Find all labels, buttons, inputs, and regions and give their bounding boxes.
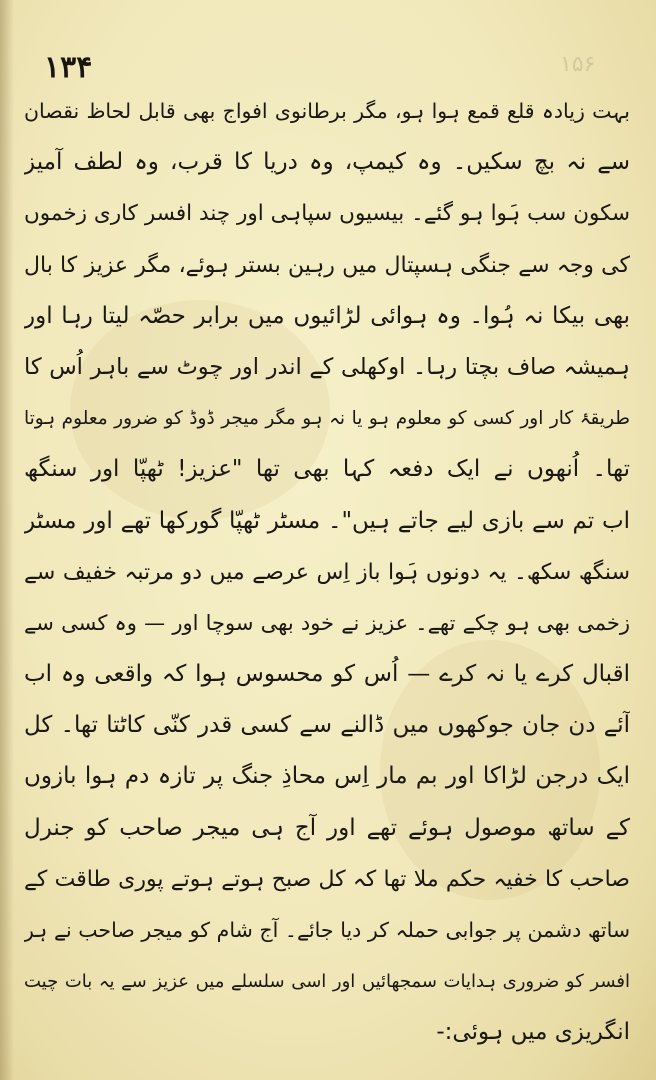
text-line: انگریزی میں ہوئی:- [436, 1019, 630, 1046]
text-line: کے ساتھ موصول ہوئے تھے اور آج ہی میجر صاحب کو جنرل [24, 814, 630, 841]
text-line: بہت زیادہ قلع قمع ہوا ہو، مگر برطانوی افواج بھی قابل لحاظ نقصان [24, 99, 630, 123]
page-edge-shadow [0, 0, 14, 1080]
text-line: تھا۔ اُنھوں نے ایک دفعہ کہا بھی تھا "عزیز! ٹھپّا اور سنگھ [24, 456, 630, 483]
text-line: آئے دن جان جوکھوں میں ڈالنے سے کسی قدر کنّی کاٹتا تھا۔ کل [24, 712, 630, 739]
text-line: سکون سب ہَوا ہو گئے۔ بیسیوں سپاہی اور چند افسر کاری زخموں [24, 201, 630, 227]
text-line: سنگھ سکھ۔ یہ دونوں ہَوا باز اِس عرصے میں دو مرتبہ خفیف سے [24, 559, 630, 585]
text-line: ہمیشہ صاف بچتا رہا۔ اوکھلی کے اندر اور چوٹ سے باہر اُس کا [24, 353, 630, 380]
text-line: ایک درجن لڑاکا اور بم مار اِس محاذِ جنگ پر تازہ دم ہوا بازوں [24, 763, 630, 790]
text-line: کی وجہ سے جنگی ہسپتال میں رہین بستر ہوئے، مگر عزیز کا بال [24, 252, 630, 278]
text-line: طریقۂ کار اور کسی کو معلوم ہو یا نہ ہو مگر میجر ڈوڈ کو ضرور معلوم ہوتا [24, 408, 630, 430]
text-line: سے نہ بچ سکیں۔ وہ کیمپ، وہ دریا کا قرب، وہ لطف آمیز [24, 149, 630, 176]
text-line: صاحب کا خفیہ حکم ملا تھا کہ کل صبح ہوتے ہوتے پوری طاقت کے [24, 866, 630, 892]
body-text [24, 86, 630, 1059]
text-line: زخمی بھی ہو چکے تھے۔ عزیز نے خود بھی سوچا اور — وہ کسی سے [24, 610, 630, 635]
text-line: افسر کو ضروری ہدایات سمجھائیں اور اسی سلسلے میں عزیز سے یہ بات چیت [24, 971, 630, 993]
text-line: بھی بیکا نہ ہُوا۔ وہ ہوائی لڑائیوں میں برابر حصّہ لیتا رہا اور [24, 302, 630, 329]
text-line: اب تم سے بازی لیے جاتے ہیں"۔ مسٹر ٹھپّا گورکھا تھے اور مسٹر [24, 507, 630, 534]
text-line: ساتھ دشمن پر جوابی حملہ کر دیا جائے۔ آج شام کو میجر صاحب نے ہر [24, 918, 630, 942]
bleed-through-page-number: ۱۵۶ [560, 52, 596, 77]
text-line: اقبال کرے یا نہ کرے — اُس کو محسوس ہوا کہ واقعی وہ اب [24, 661, 630, 688]
page-number: ۱۳۴ [44, 50, 93, 85]
